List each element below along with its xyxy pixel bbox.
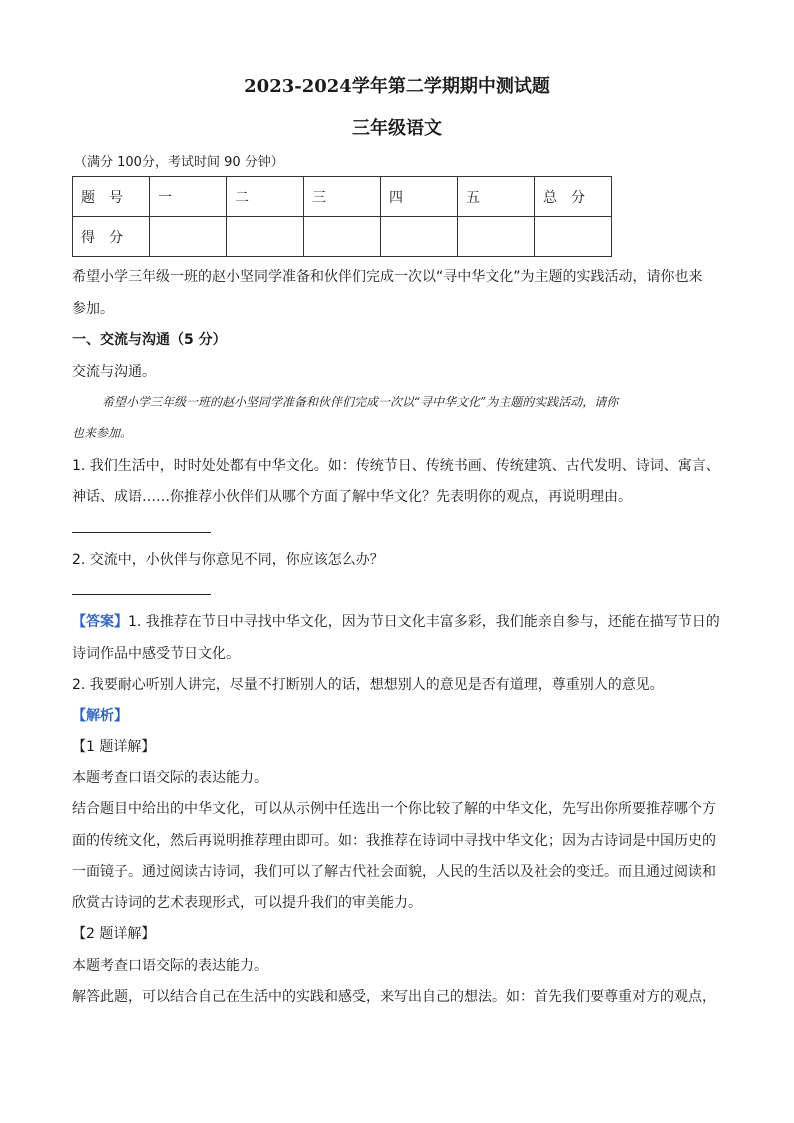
answer-blank-line[interactable] — [72, 532, 211, 533]
table-row — [73, 217, 612, 257]
intro-line: 参加。 — [72, 301, 114, 317]
question-1: 1. 我们生活中，时时处处都有中华文化。如：传统节日、传统书画、传统建筑、古代发明、诗词、寓言、 — [72, 458, 720, 474]
answer-line-2: 诗词作品中感受节日文化。 — [72, 646, 240, 662]
answer-label: 【答案】 — [72, 614, 128, 630]
answer-blank-line[interactable] — [72, 594, 211, 595]
section-subhead: 交流与沟通。 — [72, 364, 156, 380]
question-1-cont: 神话、成语……你推荐小伙伴们从哪个方面了解中华文化？先表明你的观点，再说明理由。 — [72, 489, 632, 505]
table-cell: 得 分 — [73, 217, 150, 257]
detail-2-line: 本题考查口语交际的表达能力。 — [72, 958, 268, 974]
table-cell: 四 — [381, 177, 458, 217]
page-subtitle: 三年级语文 — [352, 118, 442, 139]
handwritten-line: 也来参加。 — [72, 426, 133, 440]
table-cell: 题 号 — [73, 177, 150, 217]
table-cell: 一 — [150, 177, 227, 217]
page-title: 2023-2024学年第二学期期中测试题 — [244, 76, 550, 97]
detail-1-line: 一面镜子。通过阅读古诗词，我们可以了解古代社会面貌，人民的生活以及社会的变迁。而且通过阅读和 — [72, 864, 716, 880]
answer-line-3: 2. 我要耐心听别人讲完，尽量不打断别人的话，想想别人的意见是否有道理，尊重别人的意见。 — [72, 677, 664, 693]
detail-1-line: 面的传统文化，然后再说明推荐理由即可。如：我推荐在诗词中寻找中华文化；因为古诗词是中国历史的 — [72, 833, 716, 849]
detail-1-line: 结合题目中给出的中华文化，可以从示例中任选出一个你比较了解的中华文化，先写出你所要推荐哪个方 — [72, 801, 716, 817]
intro-line: 希望小学三年级一班的赵小坚同学准备和伙伴们完成一次以“寻中华文化”为主题的实践活动，请你也来 — [72, 269, 703, 285]
table-cell: 五 — [458, 177, 535, 217]
question-2: 2. 交流中，小伙伴与你意见不同，你应该怎么办？ — [72, 552, 384, 568]
detail-1-title: 【1 题详解】 — [72, 739, 156, 755]
detail-2-line: 解答此题，可以结合自己在生活中的实践和感受，来写出自己的想法。如：首先我们要尊重对方的观点， — [72, 989, 716, 1005]
detail-1-line: 本题考查口语交际的表达能力。 — [72, 770, 268, 786]
score-input-cell[interactable] — [458, 217, 535, 257]
score-input-cell[interactable] — [381, 217, 458, 257]
detail-1-line: 欣赏古诗词的艺术表现形式，可以提升我们的审美能力。 — [72, 895, 422, 911]
detail-2-title: 【2 题详解】 — [72, 926, 156, 942]
answer-text: 1. 我推荐在节日中寻找中华文化，因为节日文化丰富多彩，我们能亲自参与，还能在描写节日的 — [128, 614, 720, 630]
score-table — [72, 176, 612, 257]
section-heading: 一、交流与沟通（5 分） — [72, 332, 227, 348]
score-input-cell[interactable] — [535, 217, 612, 257]
answer-line-1 — [72, 611, 720, 631]
table-row — [73, 177, 612, 217]
table-cell: 二 — [227, 177, 304, 217]
handwritten-line: 希望小学三年级一班的赵小坚同学准备和伙伴们完成一次以“寻中华文化”为主题的实践活动，请你 — [102, 395, 619, 409]
table-cell: 三 — [304, 177, 381, 217]
score-input-cell[interactable] — [227, 217, 304, 257]
score-input-cell[interactable] — [150, 217, 227, 257]
analysis-label: 【解析】 — [72, 708, 128, 724]
table-cell: 总 分 — [535, 177, 612, 217]
score-input-cell[interactable] — [304, 217, 381, 257]
exam-note: （满分 100分，考试时间 90 分钟） — [74, 155, 284, 170]
